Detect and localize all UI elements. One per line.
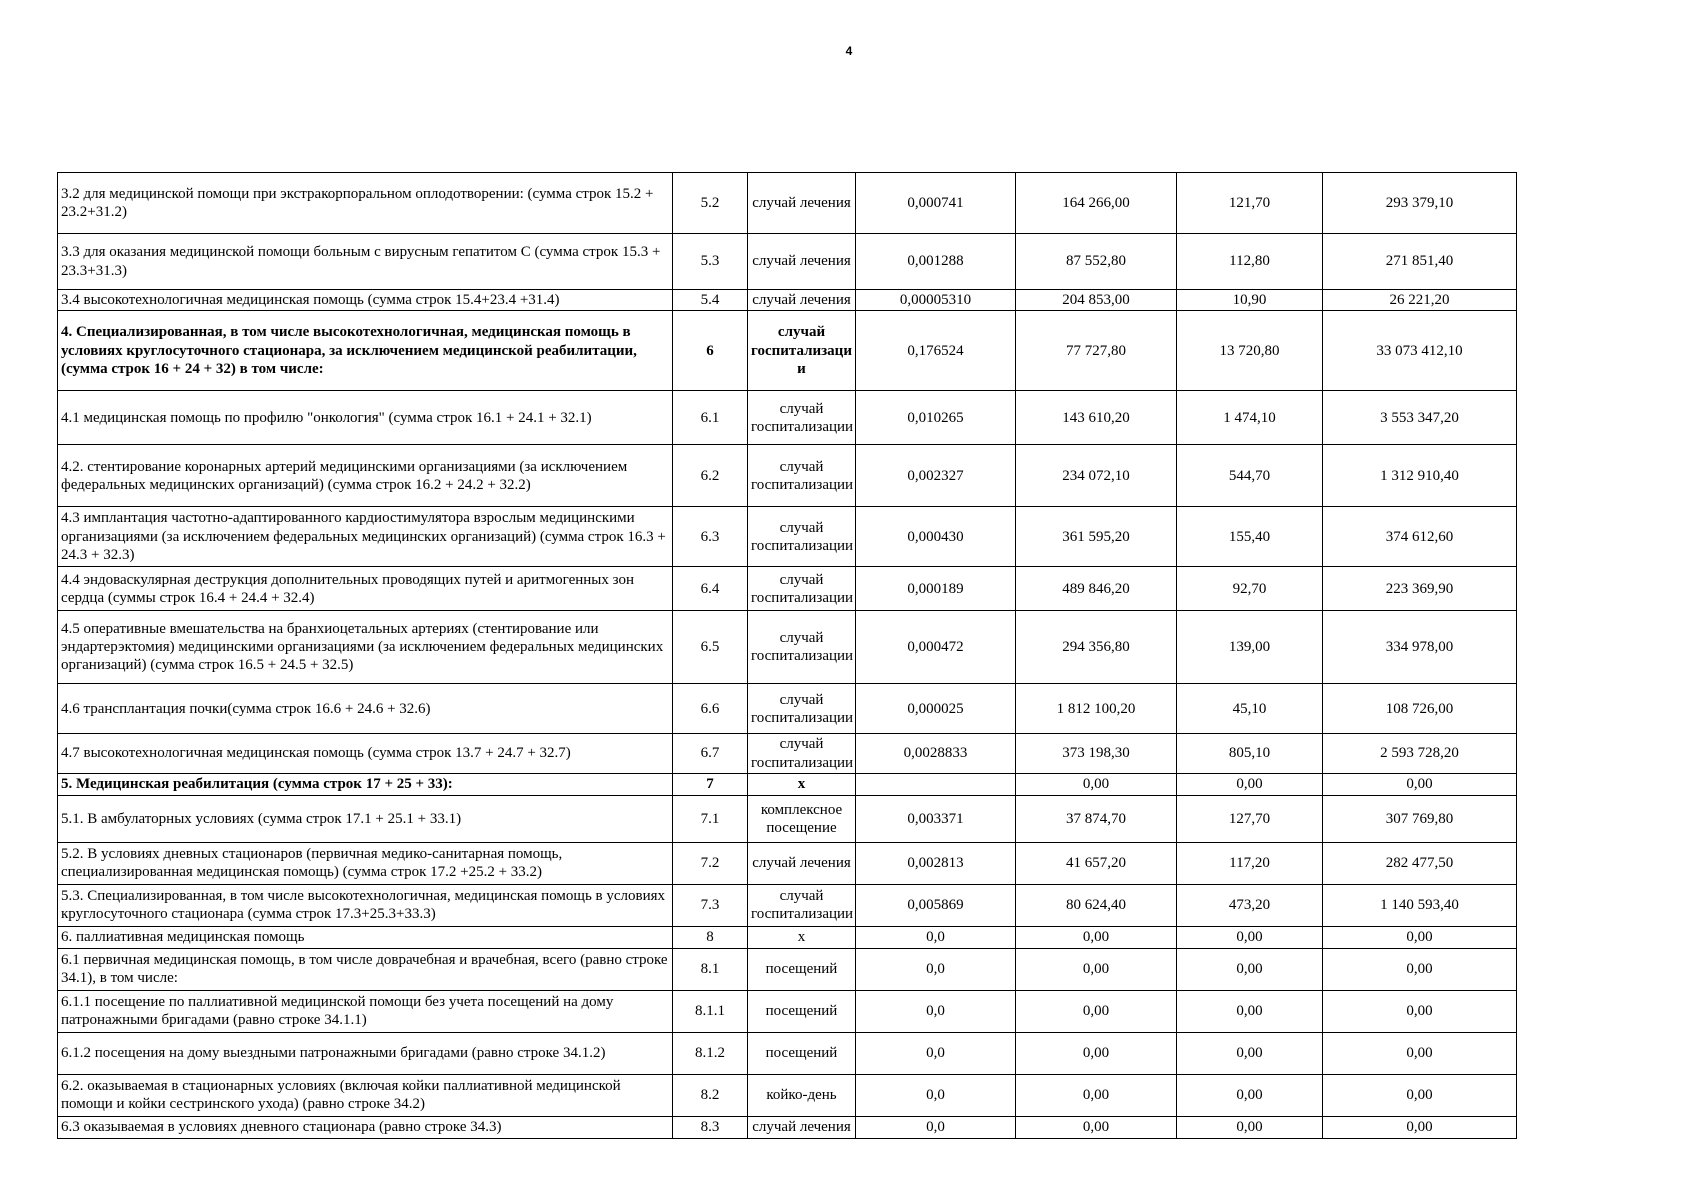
row-per-capita: 805,10 xyxy=(1177,734,1323,774)
row-norm: 0,005869 xyxy=(856,884,1016,926)
row-cost: 204 853,00 xyxy=(1016,290,1177,311)
row-unit: случай госпитализации xyxy=(748,734,856,774)
row-cost: 0,00 xyxy=(1016,990,1177,1032)
row-cost: 80 624,40 xyxy=(1016,884,1177,926)
table-row xyxy=(58,948,1517,990)
row-code: 6.5 xyxy=(673,611,748,684)
table-row xyxy=(58,734,1517,774)
row-norm: 0,00005310 xyxy=(856,290,1016,311)
row-unit: случай госпитализаци и xyxy=(748,311,856,391)
row-norm: 0,0 xyxy=(856,1032,1016,1074)
row-code: 7.2 xyxy=(673,842,748,884)
table-row xyxy=(58,1074,1517,1116)
row-cost: 0,00 xyxy=(1016,948,1177,990)
row-per-capita: 0,00 xyxy=(1177,1032,1323,1074)
row-total: 1 140 593,40 xyxy=(1323,884,1517,926)
row-norm: 0,0 xyxy=(856,1074,1016,1116)
row-name: 4.5 оперативные вмешательства на бранхиоцетальных артериях (стентирование или эндартерэктомия) медицинскими организациями (за исключением федеральных медицинских организаций) (сумма строк 16.5 + 24.5 + 32.5) xyxy=(58,611,673,684)
row-cost: 77 727,80 xyxy=(1016,311,1177,391)
row-per-capita: 0,00 xyxy=(1177,926,1323,948)
row-cost: 0,00 xyxy=(1016,926,1177,948)
row-unit: случай лечения xyxy=(748,173,856,234)
row-cost: 361 595,20 xyxy=(1016,507,1177,567)
row-per-capita: 139,00 xyxy=(1177,611,1323,684)
row-total: 0,00 xyxy=(1323,1074,1517,1116)
row-code: 7.1 xyxy=(673,795,748,842)
row-code: 8.1.1 xyxy=(673,990,748,1032)
row-total: 334 978,00 xyxy=(1323,611,1517,684)
table-row xyxy=(58,311,1517,391)
row-unit: случай лечения xyxy=(748,1116,856,1138)
table-body xyxy=(58,173,1517,1139)
row-cost: 294 356,80 xyxy=(1016,611,1177,684)
row-code: 8.1 xyxy=(673,948,748,990)
table-row xyxy=(58,234,1517,290)
row-name: 6.1.2 посещения на дому выездными патронажными бригадами (равно строке 34.1.2) xyxy=(58,1032,673,1074)
row-per-capita: 0,00 xyxy=(1177,990,1323,1032)
row-total: 108 726,00 xyxy=(1323,684,1517,734)
row-code: 7.3 xyxy=(673,884,748,926)
row-norm: 0,001288 xyxy=(856,234,1016,290)
row-cost: 0,00 xyxy=(1016,1032,1177,1074)
table-row xyxy=(58,567,1517,611)
row-unit: комплексное посещение xyxy=(748,795,856,842)
row-cost: 37 874,70 xyxy=(1016,795,1177,842)
row-name: 4.3 имплантация частотно-адаптированного кардиостимулятора взрослым медицинскими организациями (за исключением федеральных медицинских организаций) (сумма строк 16.3 + 24.3 + 32.3) xyxy=(58,507,673,567)
row-norm: 0,0 xyxy=(856,948,1016,990)
row-total: 293 379,10 xyxy=(1323,173,1517,234)
row-cost: 0,00 xyxy=(1016,773,1177,795)
row-cost: 489 846,20 xyxy=(1016,567,1177,611)
row-name: 4.7 высокотехнологичная медицинская помощь (сумма строк 13.7 + 24.7 + 32.7) xyxy=(58,734,673,774)
row-name: 6.3 оказываемая в условиях дневного стационара (равно строке 34.3) xyxy=(58,1116,673,1138)
data-table xyxy=(57,172,1517,1139)
row-norm: 0,000025 xyxy=(856,684,1016,734)
row-per-capita: 1 474,10 xyxy=(1177,391,1323,445)
row-per-capita: 0,00 xyxy=(1177,1116,1323,1138)
row-norm: 0,010265 xyxy=(856,391,1016,445)
row-unit: случай лечения xyxy=(748,842,856,884)
row-norm: 0,176524 xyxy=(856,311,1016,391)
row-norm: 0,000741 xyxy=(856,173,1016,234)
row-code: 8.2 xyxy=(673,1074,748,1116)
row-cost: 164 266,00 xyxy=(1016,173,1177,234)
row-total: 3 553 347,20 xyxy=(1323,391,1517,445)
row-per-capita: 45,10 xyxy=(1177,684,1323,734)
row-per-capita: 10,90 xyxy=(1177,290,1323,311)
row-name: 4.1 медицинская помощь по профилю "онкология" (сумма строк 16.1 + 24.1 + 32.1) xyxy=(58,391,673,445)
row-code: 6.1 xyxy=(673,391,748,445)
row-code: 5.4 xyxy=(673,290,748,311)
row-total: 0,00 xyxy=(1323,773,1517,795)
row-code: 8.3 xyxy=(673,1116,748,1138)
table-row xyxy=(58,445,1517,507)
row-name: 5. Медицинская реабилитация (сумма строк 17 + 25 + 33): xyxy=(58,773,673,795)
row-name: 4. Специализированная, в том числе высокотехнологичная, медицинская помощь в условиях круглосуточного стационара, за исключением медицинской реабилитации, (сумма строк 16 + 24 + 32) в том числе: xyxy=(58,311,673,391)
row-name: 4.2. стентирование коронарных артерий медицинскими организациями (за исключением федеральных медицинских организаций) (сумма строк 16.2 + 24.2 + 32.2) xyxy=(58,445,673,507)
row-per-capita: 155,40 xyxy=(1177,507,1323,567)
row-unit: случай госпитализации xyxy=(748,884,856,926)
row-code: 8 xyxy=(673,926,748,948)
row-code: 5.3 xyxy=(673,234,748,290)
row-per-capita: 0,00 xyxy=(1177,948,1323,990)
row-per-capita: 0,00 xyxy=(1177,773,1323,795)
row-total: 307 769,80 xyxy=(1323,795,1517,842)
row-total: 0,00 xyxy=(1323,926,1517,948)
row-name: 3.4 высокотехнологичная медицинская помощь (сумма строк 15.4+23.4 +31.4) xyxy=(58,290,673,311)
row-norm: 0,000472 xyxy=(856,611,1016,684)
table-row xyxy=(58,884,1517,926)
row-name: 3.3 для оказания медицинской помощи больным с вирусным гепатитом С (сумма строк 15.3 + 23.3+31.3) xyxy=(58,234,673,290)
table-row xyxy=(58,1116,1517,1138)
row-unit: случай лечения xyxy=(748,290,856,311)
row-cost: 143 610,20 xyxy=(1016,391,1177,445)
row-name: 5.3. Специализированная, в том числе высокотехнологичная, медицинская помощь в условиях круглосуточного стационара (сумма строк 17.3+25.3+33.3) xyxy=(58,884,673,926)
row-norm: 0,002327 xyxy=(856,445,1016,507)
row-norm: 0,0028833 xyxy=(856,734,1016,774)
row-unit: случай лечения xyxy=(748,234,856,290)
row-name: 4.6 трансплантация почки(сумма строк 16.6 + 24.6 + 32.6) xyxy=(58,684,673,734)
row-code: 6.4 xyxy=(673,567,748,611)
row-total: 1 312 910,40 xyxy=(1323,445,1517,507)
row-name: 3.2 для медицинской помощи при экстракорпоральном оплодотворении: (сумма строк 15.2 + 23.2+31.2) xyxy=(58,173,673,234)
table-row xyxy=(58,173,1517,234)
row-name: 4.4 эндоваскулярная деструкция дополнительных проводящих путей и аритмогенных зон сердца (суммы строк 16.4 + 24.4 + 32.4) xyxy=(58,567,673,611)
table-row xyxy=(58,990,1517,1032)
row-unit: случай госпитализации xyxy=(748,391,856,445)
row-total: 374 612,60 xyxy=(1323,507,1517,567)
row-per-capita: 92,70 xyxy=(1177,567,1323,611)
row-per-capita: 112,80 xyxy=(1177,234,1323,290)
row-norm xyxy=(856,773,1016,795)
row-cost: 234 072,10 xyxy=(1016,445,1177,507)
row-per-capita: 121,70 xyxy=(1177,173,1323,234)
row-unit: посещений xyxy=(748,948,856,990)
row-code: 6.6 xyxy=(673,684,748,734)
row-total: 0,00 xyxy=(1323,948,1517,990)
row-unit: посещений xyxy=(748,990,856,1032)
row-code: 5.2 xyxy=(673,173,748,234)
row-cost: 1 812 100,20 xyxy=(1016,684,1177,734)
table-row xyxy=(58,507,1517,567)
row-name: 6.2. оказываемая в стационарных условиях (включая койки паллиативной медицинской помощи и койки сестринского ухода) (равно строке 34.2) xyxy=(58,1074,673,1116)
table-row xyxy=(58,684,1517,734)
row-unit: случай госпитализации xyxy=(748,611,856,684)
row-unit: случай госпитализации xyxy=(748,567,856,611)
table-row xyxy=(58,773,1517,795)
row-name: 6.1.1 посещение по паллиативной медицинской помощи без учета посещений на дому патронажными бригадами (равно строке 34.1.1) xyxy=(58,990,673,1032)
row-norm: 0,0 xyxy=(856,1116,1016,1138)
row-unit: случай госпитализации xyxy=(748,684,856,734)
row-total: 271 851,40 xyxy=(1323,234,1517,290)
row-name: 5.2. В условиях дневных стационаров (первичная медико-санитарная помощь, специализированная медицинская помощь) (сумма строк 17.2 +25.2 + 33.2) xyxy=(58,842,673,884)
table-row xyxy=(58,391,1517,445)
row-norm: 0,003371 xyxy=(856,795,1016,842)
row-cost: 41 657,20 xyxy=(1016,842,1177,884)
row-per-capita: 544,70 xyxy=(1177,445,1323,507)
row-total: 0,00 xyxy=(1323,1032,1517,1074)
row-total: 223 369,90 xyxy=(1323,567,1517,611)
row-total: 282 477,50 xyxy=(1323,842,1517,884)
row-per-capita: 127,70 xyxy=(1177,795,1323,842)
row-code: 6.2 xyxy=(673,445,748,507)
row-cost: 373 198,30 xyxy=(1016,734,1177,774)
row-code: 6 xyxy=(673,311,748,391)
row-cost: 0,00 xyxy=(1016,1074,1177,1116)
row-name: 5.1. В амбулаторных условиях (сумма строк 17.1 + 25.1 + 33.1) xyxy=(58,795,673,842)
row-cost: 0,00 xyxy=(1016,1116,1177,1138)
row-cost: 87 552,80 xyxy=(1016,234,1177,290)
row-per-capita: 0,00 xyxy=(1177,1074,1323,1116)
row-unit: случай госпитализации xyxy=(748,445,856,507)
row-code: 6.3 xyxy=(673,507,748,567)
table-row xyxy=(58,795,1517,842)
table-row xyxy=(58,1032,1517,1074)
row-total: 0,00 xyxy=(1323,1116,1517,1138)
row-code: 6.7 xyxy=(673,734,748,774)
row-norm: 0,000430 xyxy=(856,507,1016,567)
row-name: 6. паллиативная медицинская помощь xyxy=(58,926,673,948)
row-norm: 0,000189 xyxy=(856,567,1016,611)
row-total: 33 073 412,10 xyxy=(1323,311,1517,391)
page-number: 4 xyxy=(845,44,853,58)
row-unit: х xyxy=(748,926,856,948)
row-unit: случай госпитализации xyxy=(748,507,856,567)
row-total: 0,00 xyxy=(1323,990,1517,1032)
row-name: 6.1 первичная медицинская помощь, в том числе доврачебная и врачебная, всего (равно строке 34.1), в том числе: xyxy=(58,948,673,990)
row-code: 8.1.2 xyxy=(673,1032,748,1074)
table-row xyxy=(58,290,1517,311)
row-per-capita: 473,20 xyxy=(1177,884,1323,926)
row-norm: 0,002813 xyxy=(856,842,1016,884)
row-per-capita: 117,20 xyxy=(1177,842,1323,884)
row-per-capita: 13 720,80 xyxy=(1177,311,1323,391)
row-total: 26 221,20 xyxy=(1323,290,1517,311)
row-unit: посещений xyxy=(748,1032,856,1074)
row-norm: 0,0 xyxy=(856,990,1016,1032)
row-norm: 0,0 xyxy=(856,926,1016,948)
row-unit: койко-день xyxy=(748,1074,856,1116)
table-row xyxy=(58,611,1517,684)
row-unit: х xyxy=(748,773,856,795)
table-row xyxy=(58,926,1517,948)
row-code: 7 xyxy=(673,773,748,795)
row-total: 2 593 728,20 xyxy=(1323,734,1517,774)
table-row xyxy=(58,842,1517,884)
